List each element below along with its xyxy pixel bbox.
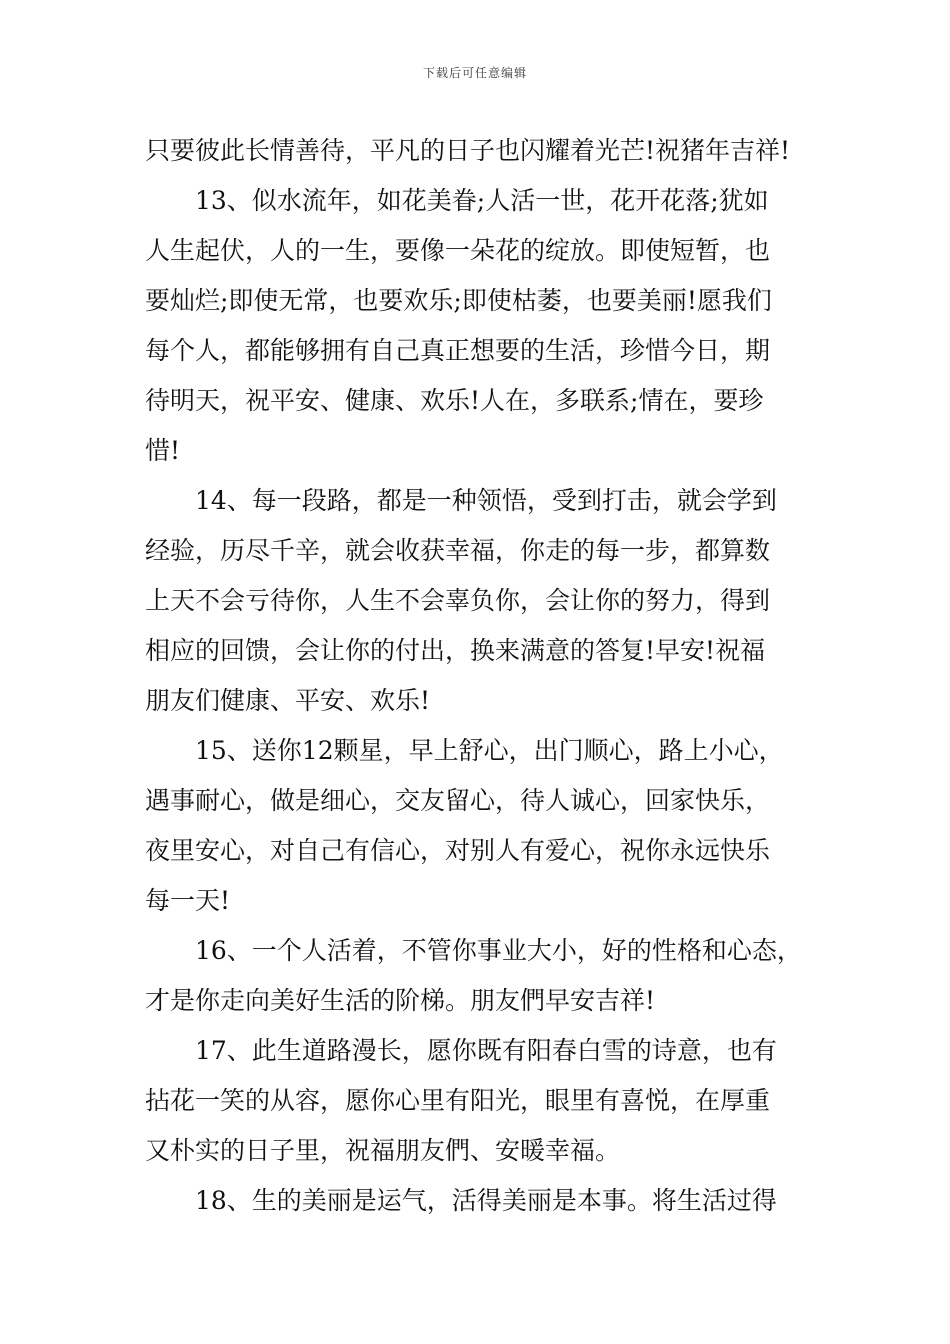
text-line: 才是你走向美好生活的阶梯。朋友們早安吉祥! bbox=[145, 986, 656, 1015]
text-line: 只要彼此长情善待，平凡的日子也闪耀着光芒!祝猪年吉祥! bbox=[145, 136, 791, 165]
paragraph-continuation bbox=[145, 126, 815, 176]
text-line: 上天不会亏待你，人生不会辜负你，会让你的努力，得到 bbox=[145, 586, 771, 615]
text-line: 17、此生道路漫长，愿你既有阳春白雪的诗意，也有 bbox=[195, 1036, 777, 1065]
paragraph-15 bbox=[145, 726, 815, 926]
text-line: 每个人，都能够拥有自己真正想要的生活，珍惜今日，期 bbox=[145, 336, 771, 365]
text-line: 16、一个人活着，不管你事业大小，好的性格和心态， bbox=[195, 936, 802, 965]
text-line: 要灿烂;即使无常，也要欢乐;即使枯萎，也要美丽!愿我们 bbox=[145, 286, 772, 315]
text-line: 朋友们健康、平安、欢乐! bbox=[145, 686, 431, 715]
text-line: 18、生的美丽是运气，活得美丽是本事。将生活过得 bbox=[195, 1186, 777, 1215]
text-line: 遇事耐心，做是细心，交友留心，待人诚心，回家快乐， bbox=[145, 786, 771, 815]
text-line: 15、送你12颗星，早上舒心，出门顺心，路上小心， bbox=[195, 736, 784, 765]
text-line: 14、每一段路，都是一种领悟，受到打击，就会学到 bbox=[195, 486, 777, 515]
document-body bbox=[145, 126, 815, 1226]
text-line: 13、似水流年，如花美眷;人活一世，花开花落;犹如 bbox=[195, 186, 769, 215]
text-line: 拈花一笑的从容，愿你心里有阳光，眼里有喜悦，在厚重 bbox=[145, 1086, 771, 1115]
page-header: 下载后可任意编辑 bbox=[422, 66, 527, 80]
paragraph-13 bbox=[145, 176, 815, 476]
text-line: 每一天! bbox=[145, 886, 231, 915]
text-line: 相应的回馈，会让你的付出，换来满意的答复!早安!祝福 bbox=[145, 636, 766, 665]
paragraph-17 bbox=[145, 1026, 815, 1176]
paragraph-16 bbox=[145, 926, 815, 1026]
text-line: 惜! bbox=[145, 436, 181, 465]
text-line: 夜里安心，对自己有信心，对别人有爱心，祝你永远快乐 bbox=[145, 836, 771, 865]
text-line: 人生起伏，人的一生，要像一朵花的绽放。即使短暂，也 bbox=[145, 236, 771, 265]
paragraph-14 bbox=[145, 476, 815, 726]
text-line: 待明天，祝平安、健康、欢乐!人在，多联系;情在，要珍 bbox=[145, 386, 764, 415]
text-line: 又朴实的日子里，祝福朋友們、安暖幸福。 bbox=[145, 1136, 621, 1165]
text-line: 经验，历尽千辛，就会收获幸福，你走的每一步，都算数 bbox=[145, 536, 771, 565]
paragraph-18 bbox=[145, 1176, 815, 1226]
